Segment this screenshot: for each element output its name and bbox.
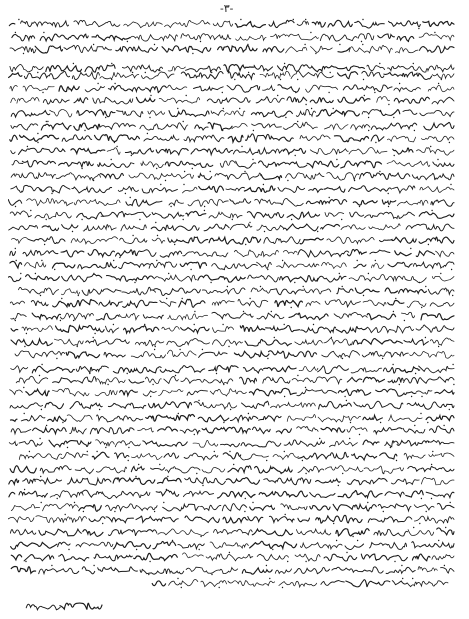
handwritten-line: [8, 501, 456, 513]
handwritten-line: [8, 31, 456, 43]
handwritten-line: [8, 374, 456, 386]
handwritten-line: [24, 600, 104, 612]
handwritten-line: [8, 488, 456, 500]
handwritten-line: [8, 170, 456, 182]
handwritten-line: [8, 183, 456, 195]
handwritten-line: [8, 69, 456, 81]
handwritten-line: [8, 221, 456, 233]
handwritten-line: [8, 437, 456, 449]
handwritten-line: [8, 158, 456, 170]
handwritten-line: [8, 43, 456, 55]
handwritten-line: [8, 107, 456, 119]
handwritten-line: [8, 412, 456, 424]
handwritten-line: [8, 475, 456, 487]
handwritten-line: [8, 310, 456, 322]
handwritten-line: [8, 209, 456, 221]
handwritten-line: [8, 539, 456, 551]
handwritten-line: [8, 272, 456, 284]
handwritten-line: [8, 132, 456, 144]
handwritten-line: [8, 564, 456, 576]
handwritten-line: [8, 234, 456, 246]
handwritten-line: [8, 386, 456, 398]
handwritten-line: [150, 577, 450, 589]
handwritten-line: [8, 120, 456, 132]
handwritten-line: [8, 551, 456, 563]
handwritten-line: [8, 196, 456, 208]
handwritten-line: [8, 424, 456, 436]
handwritten-line: [8, 94, 456, 106]
handwritten-line: [8, 247, 456, 259]
page-number: -٣-: [220, 2, 234, 15]
handwritten-line: [8, 336, 456, 348]
handwritten-line: [8, 526, 456, 538]
handwritten-line: [8, 399, 456, 411]
handwritten-line: [8, 285, 456, 297]
handwritten-line: [8, 348, 456, 360]
handwritten-line: [8, 145, 456, 157]
handwritten-line: [8, 513, 456, 525]
handwritten-line: [8, 323, 456, 335]
handwritten-line: [8, 259, 456, 271]
handwritten-line: [8, 463, 456, 475]
handwritten-line: [8, 450, 456, 462]
handwritten-line: [8, 18, 456, 30]
handwritten-line: [8, 82, 456, 94]
handwritten-line: [8, 297, 456, 309]
